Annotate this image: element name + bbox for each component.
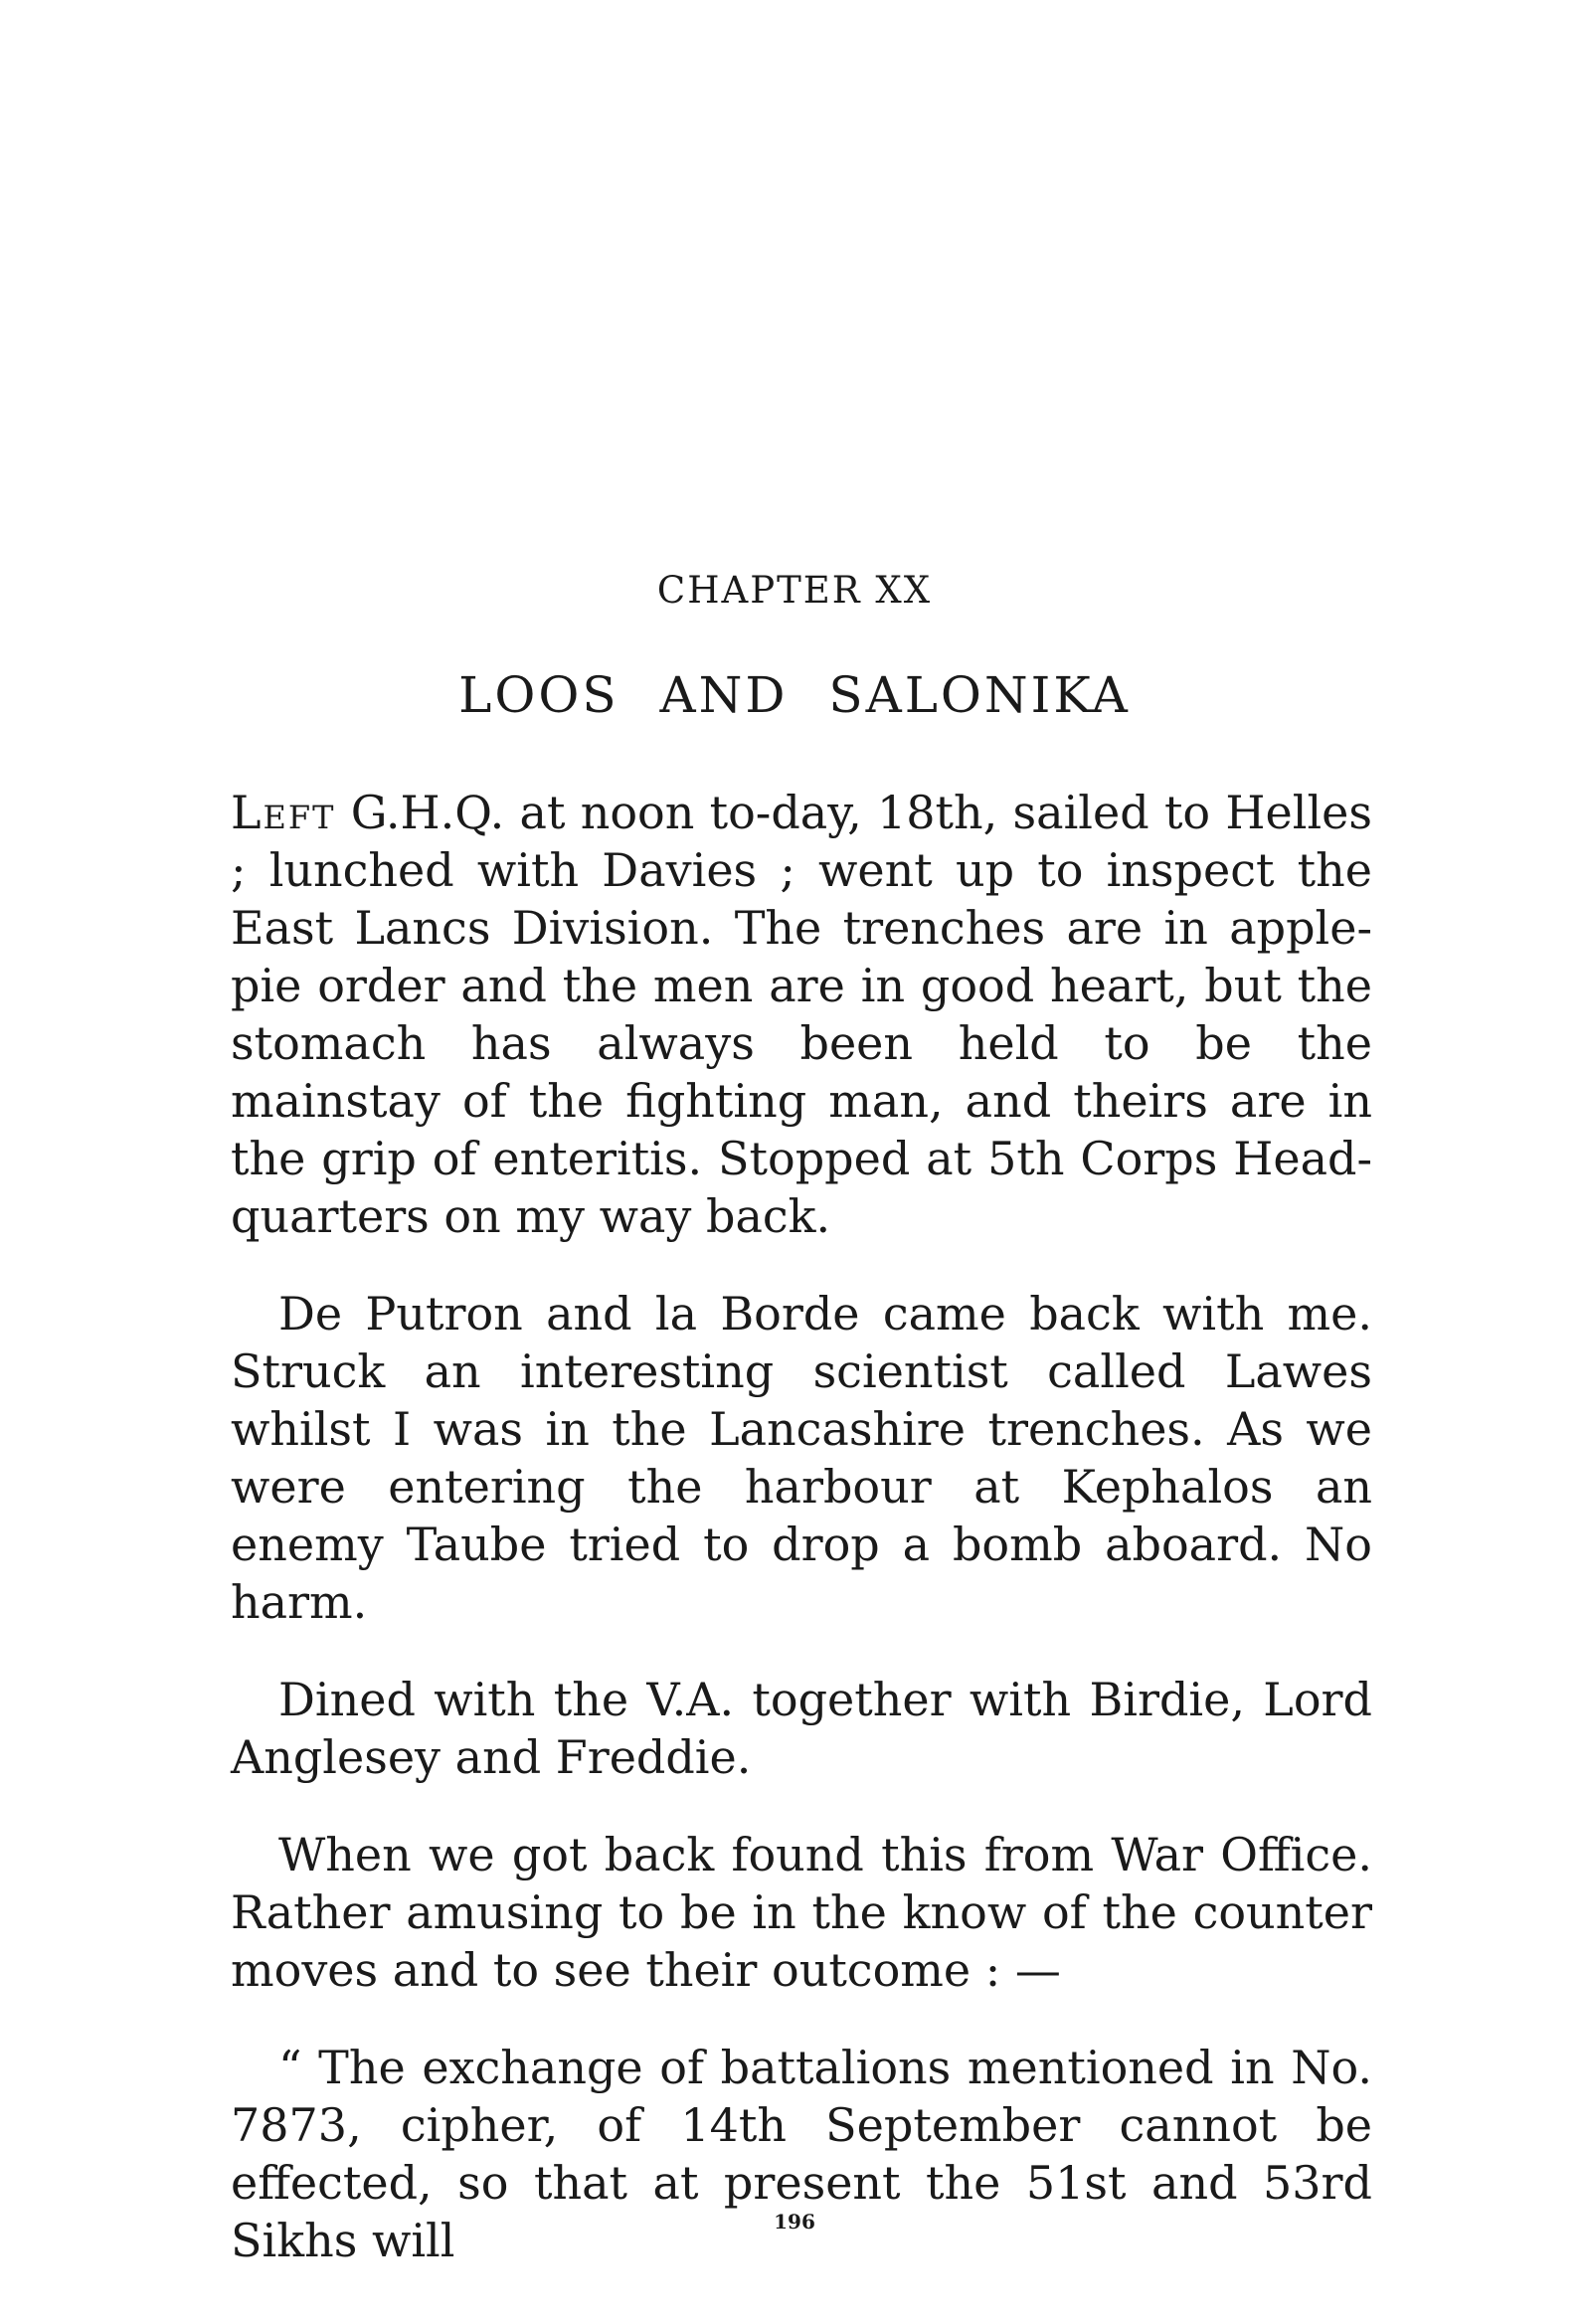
page-number: 196 (774, 2210, 815, 2234)
quoted-telegram: “ The exchange of battalions mentioned in No. 7873, cipher, of 14th September cannot be effected, so that at present the 51st and 53rd Sikhs will (231, 2041, 1372, 2267)
chapter-number: CHAPTER XX (656, 569, 933, 612)
chapter-title: LOOS AND SALONIKA (458, 666, 1131, 724)
paragraph-lead-word: Left (231, 786, 336, 839)
paragraph-3: Dined with the V.A. together with Birdie, Lord Anglesey and Freddie. (231, 1673, 1372, 1784)
paragraph-text: G.H.Q. at noon to-day, 18th, sailed to Helles ; lunched with Davies ; went up to inspect the East Lancs Division. The trenches are in apple-pie order and the men are in good heart, but the stomach has always been held to be the mainstay of the fighting man, and theirs are in the grip of enteritis. Stopped at 5th Corps Head-quarters on my way back. (231, 786, 1372, 1243)
body-text (231, 784, 1372, 2309)
paragraph-1 (231, 784, 1372, 1245)
paragraph-4: When we got back found this from War Office. Rather amusing to be in the know of the counter moves and to see their outcome : — (231, 1828, 1372, 1997)
paragraph-2: De Putron and la Borde came back with me. Struck an interesting scientist called Lawes whilst I was in the Lancashire trenches. As we were entering the harbour at Kephalos an enemy Taube tried to drop a bomb aboard. No harm. (231, 1287, 1372, 1629)
